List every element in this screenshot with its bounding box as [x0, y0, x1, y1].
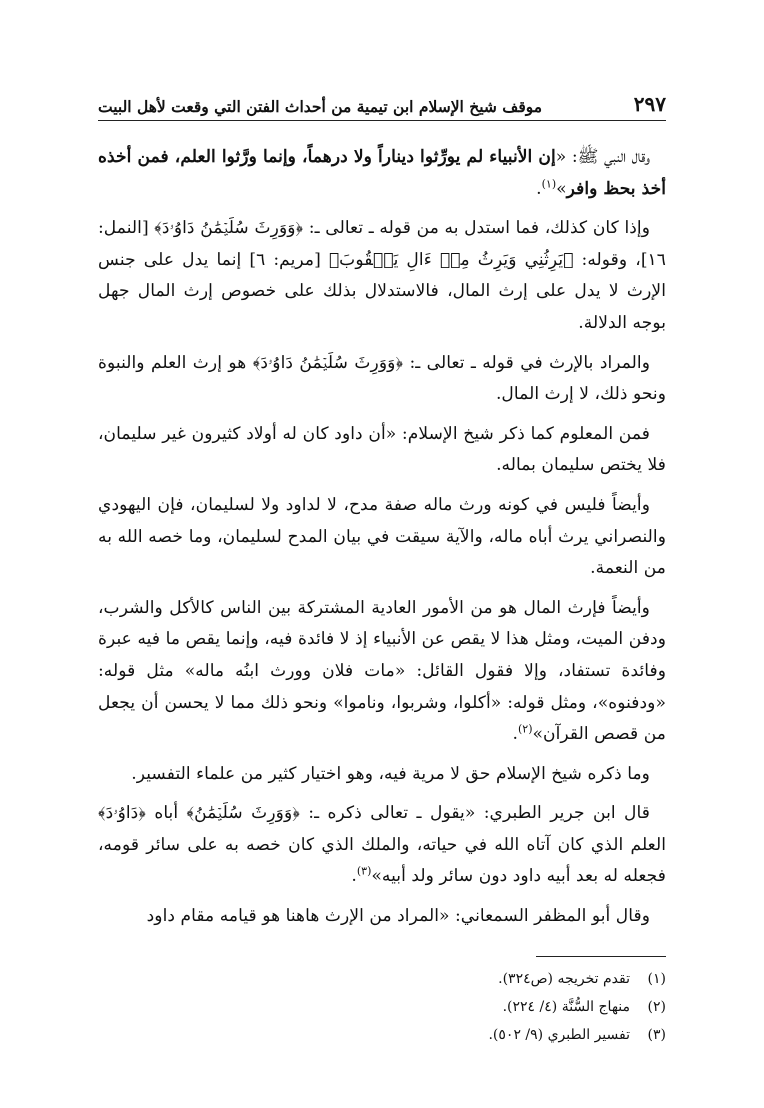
footnote-3 [98, 1021, 666, 1049]
paragraph-6-end: . [512, 724, 518, 745]
page-number: ٢٩٧ [633, 92, 666, 116]
paragraph-3: والمراد بالإرث في قوله ـ تعالى ـ: ﴿وَوَرِثَ سُلَيۡمَٰنُ دَاوُۥدَ﴾ هو إرث العلم والنبوة ونحو ذلك، لا إرث المال. [98, 352, 666, 405]
paragraph-6-text: وأيضاً فإرث المال هو من الأمور العادية المشتركة بين الناس كالأكل والشرب، ودفن الميت، ومثل هذا لا يقص عن الأنبياء إذ لا فائدة فيه، وإنما يقص ما فيه عبرة وفائدة تستفاد، وإلا فقول القائل: «مات فلان وورث ابنُه ماله» مثل قوله: «ودفنوه»، ومثل قوله: «أكلوا، وشربوا، وناموا» ونحو ذلك مما لا يحسن أن يجعل من قصص القرآن» [98, 597, 666, 745]
footnote-2 [98, 993, 666, 1021]
footnote-divider [536, 956, 666, 957]
footnote-text: تفسير الطبري (٩/ ٥٠٢). [488, 1027, 630, 1043]
footnote-ref-3: (٣) [356, 864, 372, 878]
footnotes [98, 956, 666, 1049]
paragraph-5: وأيضاً فليس في كونه ورث ماله صفة مدح، لا لداود ولا لسليمان، فإن اليهودي والنصراني يرث أباه ماله، والآية سيقت في بيان المدح لسليمان، وما خصه الله به من النعمة. [98, 494, 666, 579]
footnote-number: (٣) [647, 1027, 666, 1043]
hadith-quote: إن الأنبياء لم يورِّثوا ديناراً ولا درهماً، وإنما ورَّثوا العلم، فمن أخذه أخذ بحظ وافر [98, 147, 666, 199]
running-header [98, 86, 666, 121]
paragraph-1 [98, 142, 666, 205]
main-text [98, 142, 666, 941]
paragraph-7: وما ذكره شيخ الإسلام حق لا مرية فيه، وهو اختيار كثير من علماء التفسير. [131, 763, 650, 784]
footnote-text: منهاج السُّنَّة (٤/ ٢٢٤). [502, 999, 630, 1015]
footnote-ref-1: (١) [541, 176, 557, 190]
footnote-1 [98, 965, 666, 993]
footnote-ref-2: (٢) [517, 722, 533, 736]
quote-close: » [556, 178, 567, 199]
footnote-number: (١) [647, 971, 666, 987]
paragraph-1-end: . [536, 178, 542, 199]
paragraph-9: وقال أبو المظفر السمعاني: «المراد من الإرث هاهنا هو قيامه مقام داود [146, 906, 650, 927]
footnote-text: تقدم تخريجه (ص٣٢٤). [498, 971, 630, 987]
paragraph-2: وإذا كان كذلك، فما استدل به من قوله ـ تعالى ـ: ﴿وَوَرِثَ سُلَيۡمَٰنُ دَاوُۥدَ﴾ [النمل: ١٦]، وقوله: ﴿يَرِثُنِي وَيَرِثُ مِنۡ ءَالِ يَعۡقُوبَ﴾ [مريم: ٦] إنما يدل على جنس الإرث لا يدل على إرث المال، فالاستدلال بذلك على خصوص إرث المال جهل بوجه الدلالة. [98, 218, 666, 333]
paragraph-6 [98, 593, 666, 751]
paragraph-1-intro: وقال النبي ﷺ: « [555, 147, 650, 167]
paragraph-8-text: قال ابن جرير الطبري: «يقول ـ تعالى ذكره ـ: ﴿وَوَرِثَ سُلَيۡمَٰنُ﴾ أباه ﴿دَاوُۥدَ﴾ العلم الذي كان آتاه الله في حياته، والملك الذي كان خصه به على سائر قومه، فجعله له بعد أبيه داود دون سائر ولد أبيه» [98, 803, 666, 887]
footnote-number: (٢) [647, 999, 666, 1015]
running-title: موقف شيخ الإسلام ابن تيمية من أحداث الفتن التي وقعت لأهل البيت [98, 97, 543, 116]
paragraph-8 [98, 798, 666, 893]
paragraph-4: فمن المعلوم كما ذكر شيخ الإسلام: «أن داود كان له أولاد كثيرون غير سليمان، فلا يختص سليمان بماله. [98, 423, 666, 476]
paragraph-8-end: . [351, 866, 357, 887]
